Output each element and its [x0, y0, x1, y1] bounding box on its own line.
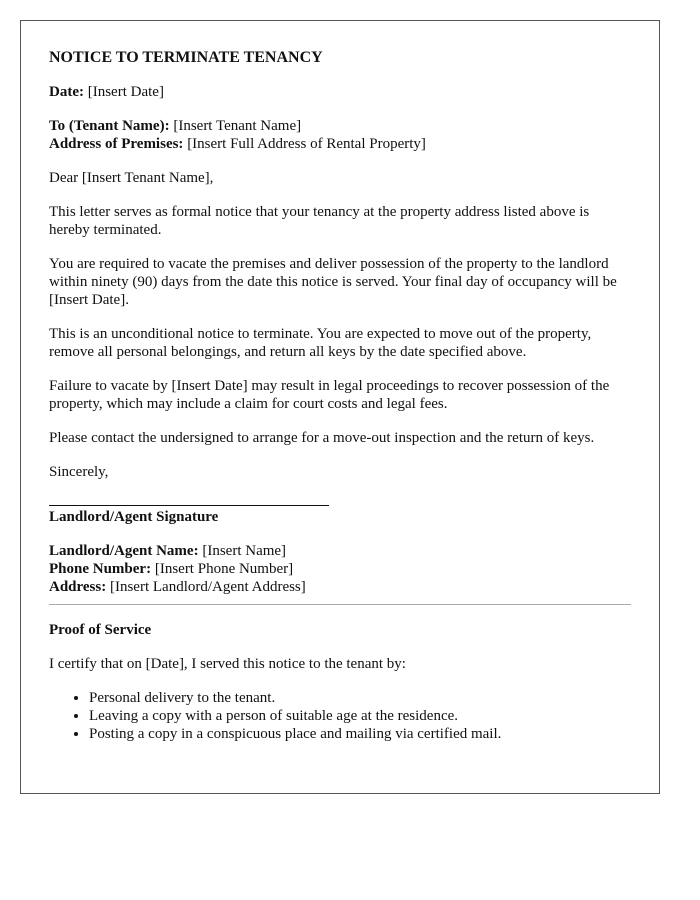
list-item: • Leaving a copy with a person of suitable age at the residence. — [89, 707, 631, 725]
body-paragraph-3: This is an unconditional notice to terminate. You are expected to move out of the property, remove all personal belongings, and return all keys by the date specified above. — [49, 326, 592, 360]
salutation: Dear [Insert Tenant Name], — [49, 170, 214, 186]
tenant-value: [Insert Tenant Name] — [173, 118, 302, 134]
notice-document — [20, 20, 660, 794]
address-value: [Insert Landlord/Agent Address] — [109, 579, 306, 595]
tenant-label: To (Tenant Name): — [49, 118, 170, 134]
phone-label: Phone Number: — [49, 561, 152, 577]
service-methods-list — [49, 689, 631, 743]
date-line — [49, 83, 631, 101]
date-value: [Insert Date] — [87, 84, 164, 100]
list-item: • Personal delivery to the tenant. — [89, 689, 631, 707]
document-title: NOTICE TO TERMINATE TENANCY — [49, 49, 323, 66]
body-paragraph-2: You are required to vacate the premises and deliver possession of the property to the landlord within ninety (90) days from the date this notice is served. Your final day of occupancy will be [Insert Date]. — [49, 256, 617, 308]
premises-label: Address of Premises: — [49, 136, 184, 152]
closing: Sincerely, — [49, 464, 109, 480]
phone-value: [Insert Phone Number] — [154, 561, 294, 577]
date-label: Date: — [49, 84, 84, 100]
premises-value: [Insert Full Address of Rental Property] — [187, 136, 426, 152]
proof-of-service-heading: Proof of Service — [49, 622, 152, 638]
body-paragraph-1: This letter serves as formal notice that your tenancy at the property address listed above is hereby terminated. — [49, 204, 590, 238]
section-divider — [49, 604, 631, 605]
address-label: Address: — [49, 579, 107, 595]
signature-line — [49, 505, 329, 506]
agent-name-value: [Insert Name] — [202, 543, 287, 559]
proof-of-service-intro: I certify that on [Date], I served this notice to the tenant by: — [49, 656, 406, 672]
body-paragraph-5: Please contact the undersigned to arrange for a move-out inspection and the return of keys. — [49, 430, 595, 446]
list-item: • Posting a copy in a conspicuous place and mailing via certified mail. — [89, 725, 631, 743]
body-paragraph-4: Failure to vacate by [Insert Date] may result in legal proceedings to recover possession of the property, which may include a claim for court costs and legal fees. — [49, 378, 610, 412]
agent-details — [49, 542, 631, 596]
recipient-block — [49, 117, 631, 153]
agent-name-label: Landlord/Agent Name: — [49, 543, 199, 559]
signature-label: Landlord/Agent Signature — [49, 509, 219, 525]
